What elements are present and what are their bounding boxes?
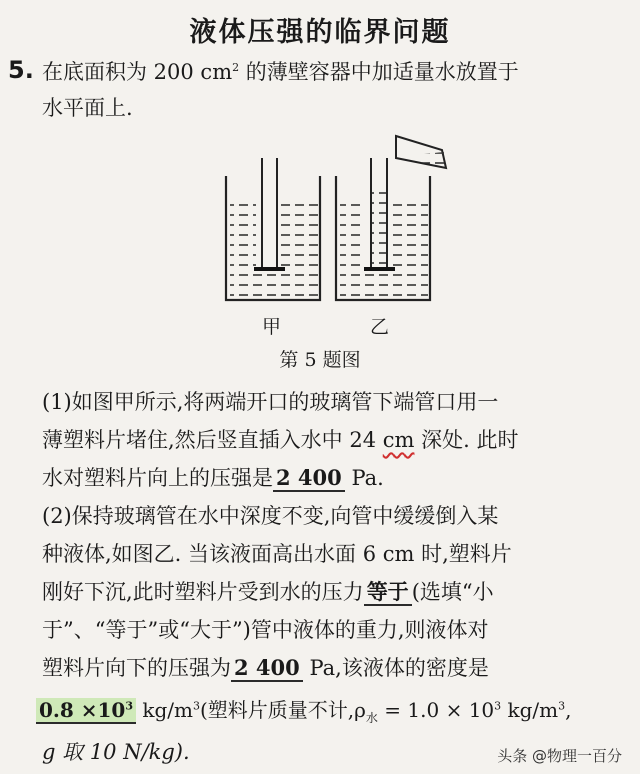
container-yi — [336, 136, 446, 300]
part2-line-7: g 取 10 N/kg). — [42, 740, 190, 764]
figure-label-yi: 乙 — [370, 316, 390, 338]
page-title: 液体压强的临界问题 — [189, 17, 451, 48]
intro-line-2: 水平面上. — [42, 96, 133, 120]
part2-line-4: 于”、“等于”或“大于”)管中液体的重力,则液体对 — [42, 618, 489, 642]
part2-line-1: (2)保持玻璃管在水中深度不变,向管中缓缓倒入某 — [42, 504, 499, 528]
part2-line-5: 塑料片向下的压强为 2 400 Pa,该液体的密度是 — [42, 655, 489, 680]
answer-2: 等于 — [364, 579, 412, 606]
unit-cm-wavy: cm — [382, 428, 415, 452]
part1-line-2: 薄塑料片堵住,然后竖直插入水中 24 cm 深处. 此时 — [42, 428, 519, 452]
figure-label-jia: 甲 — [262, 316, 282, 338]
answer-3: 2 400 — [231, 655, 303, 682]
figure-caption: 第 5 题图 — [279, 349, 361, 371]
part1-line-1: (1)如图甲所示,将两端开口的玻璃管下端管口用一 — [42, 390, 499, 414]
part1-line-3: 水对塑料片向上的压强是 2 400 Pa. — [42, 465, 384, 490]
part2-line-6: $0.8 \times 10^3$ $kg/m^3$(塑料片质量不计$,\rho_水 = 1.0 \times 10^3$ $kg/m^3$, — [36, 694, 571, 726]
intro-line-1: 在底面积为 200 $cm^2$ 的薄壁容器中加适量水放置于 — [42, 60, 519, 84]
answer-4: $0.8 \times 10^3$ — [36, 698, 136, 724]
answer-1: 2 400 — [273, 465, 345, 492]
question-number: 5. — [8, 56, 34, 84]
watermark: 头条 @物理一百分 — [497, 747, 622, 765]
part2-line-3: 刚好下沉,此时塑料片受到水的压力 等于 (选填“小 — [42, 579, 494, 604]
part2-line-2: 种液体,如图乙. 当该液面高出水面 6 cm 时,塑料片 — [42, 542, 512, 566]
container-jia — [226, 158, 320, 300]
